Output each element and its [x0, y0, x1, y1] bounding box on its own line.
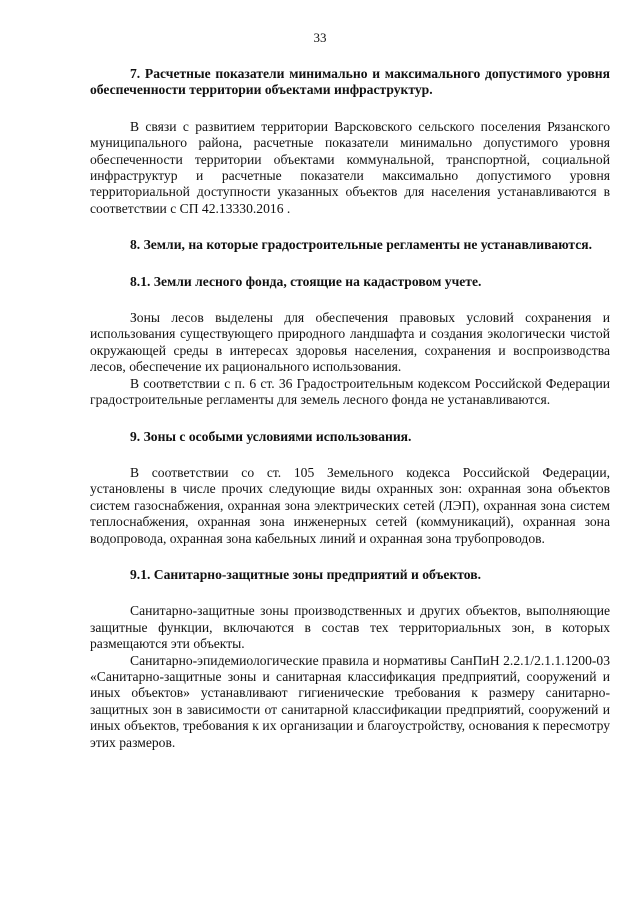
section-8-1-paragraph-1: Зоны лесов выделены для обеспечения правовых условий сохранения и использования существующего природного ландшафта и создания экологически чистой окружающей среды в интересах здоровья населения, сохранения и воспроизводства лесов, обеспечение их рационального использования. [90, 310, 610, 375]
section-9-heading: 9. Зоны с особыми условиями использования. [130, 428, 412, 444]
section-9-1-paragraph-1: Санитарно-защитные зоны производственных и других объектов, выполняющие защитные функции, включаются в состав тех территориальных зон, в которых размещаются эти объекты. [90, 603, 610, 652]
section-9-1-paragraph-2: Санитарно-эпидемиологические правила и нормативы СанПиН 2.2.1/2.1.1.1200-03 «Санитарно-защитные зоны и санитарная классификация предприятий, сооружений и иных объектов» устанавливают гигиенические требования к размеру санитарно-защитных зон в зависимости от санитарной классификации предприятий, сооружений и иных объектов, требования к их организации и благоустройству, основания к пересмотру этих размеров. [90, 652, 610, 750]
section-7-heading: 7. Расчетные показатели минимально и максимального допустимого уровня обеспеченности территории объектами инфраструктур. [90, 66, 610, 98]
section-7-paragraph-1: В связи с развитием территории Варсковского сельского поселения Рязанского муниципального района, расчетные показатели минимально допустимого уровня обеспеченности территории объектами коммунальной, транспортной, социальной инфраструктур и расчетные показатели максимально допустимого уровня территориальной доступности указанных объектов для населения устанавливаются в соответствии с СП 42.13330.2016 . [90, 118, 610, 216]
document-body [90, 66, 610, 751]
section-8-heading: 8. Земли, на которые градостроительные регламенты не устанавливаются. [130, 237, 593, 253]
section-8-1-paragraph-2: В соответствии с п. 6 ст. 36 Градостроительным кодексом Российской Федерации градостроительные регламенты для земель лесного фонда не устанавливаются. [90, 375, 610, 408]
section-8-1-heading: 8.1. Земли лесного фонда, стоящие на кадастровом учете. [130, 273, 482, 289]
page-number: 33 [313, 30, 327, 45]
section-9-1-heading: 9.1. Санитарно-защитные зоны предприятий и объектов. [130, 566, 481, 582]
section-9-paragraph-1: В соответствии со ст. 105 Земельного кодекса Российской Федерации, установлены в числе прочих следующие виды охранных зон: охранная зона объектов систем газоснабжения, охранная зона электрических сетей (ЛЭП), охранная зона систем теплоснабжения, охранная зона инженерных сетей (коммуникаций), охранная зона водопровода, охранная зона кабельных линий и охранная зона трубопроводов. [90, 464, 610, 546]
